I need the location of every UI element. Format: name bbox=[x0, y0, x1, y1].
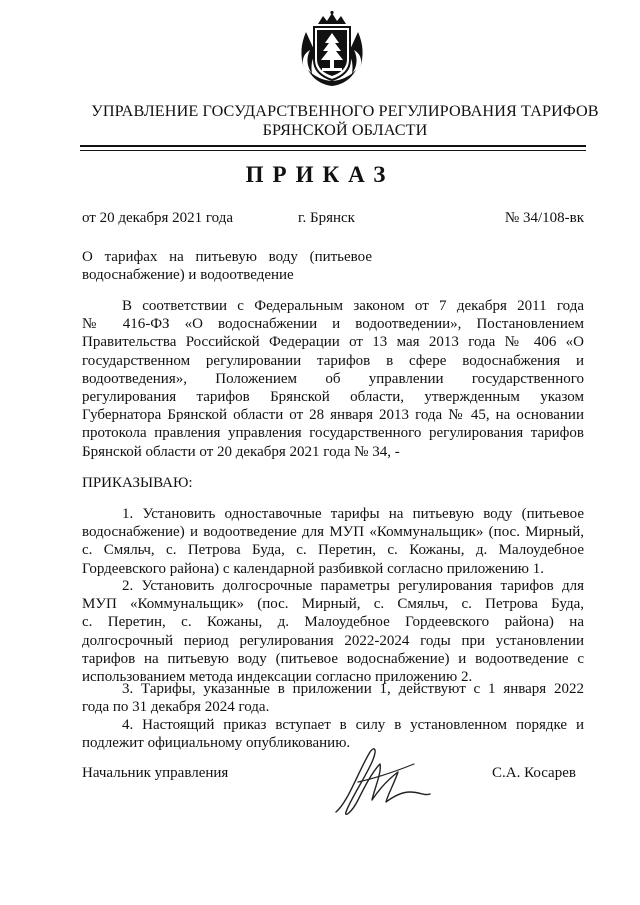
document-title: ПРИКАЗ bbox=[245, 162, 395, 187]
paragraph-line: 1. Установить одноставочные тарифы на питьевую воду (питьевое bbox=[122, 506, 584, 522]
paragraph-line: Гордеевского района) с календарной разбивкой согласно приложению 1. bbox=[82, 560, 544, 577]
paragraph-line: В соответствии с Федеральным законом от 7 декабря 2011 года bbox=[122, 298, 584, 314]
handwritten-signature bbox=[328, 742, 438, 822]
paragraph-line: Губернатора Брянской области от 28 января 2013 года № 45, на основании bbox=[82, 407, 584, 424]
paragraph-line: с. Перетин, с. Кожаны, д. Малоудебное Гордеевского района) на bbox=[82, 614, 584, 631]
agency-name-line2: БРЯНСКОЙ ОБЛАСТИ bbox=[262, 121, 428, 139]
paragraph-line: тарифов на питьевую воду (питьевое водоснабжение) и водоотведение с bbox=[82, 650, 584, 667]
paragraph-line: Правительства Российской Федерации от 13 мая 2013 года № 406 «О bbox=[82, 334, 584, 351]
subject-line: О тарифах на питьевую воду (питьевое bbox=[82, 249, 372, 265]
order-heading bbox=[82, 474, 584, 492]
paragraph-line: регулирования тарифов Брянской области, утвержденным указом bbox=[82, 389, 584, 406]
preamble-paragraph bbox=[82, 297, 584, 461]
coat-of-arms-icon bbox=[296, 10, 368, 88]
paragraph-line: года по 31 декабря 2024 года. bbox=[82, 699, 270, 716]
paragraph-line: № 416-ФЗ «О водоснабжении и водоотведении», Постановлением bbox=[82, 316, 584, 333]
order-item-2 bbox=[82, 577, 584, 686]
order-city: г. Брянск bbox=[298, 210, 355, 226]
subject-line: водоснабжение) и водоотведение bbox=[82, 267, 294, 283]
paragraph-line: водоотведения», Положением об управлении государственного bbox=[82, 370, 584, 387]
paragraph-line: протокола правления управления государственного регулирования тарифов bbox=[82, 425, 584, 442]
paragraph-line: использованием метода индексации согласно приложению 2. bbox=[82, 669, 473, 686]
paragraph-line: долгосрочный период регулирования 2022-2024 годы при установлении bbox=[82, 632, 584, 649]
signatory-position: Начальник управления bbox=[82, 765, 229, 781]
header-divider-thin bbox=[80, 150, 586, 151]
order-word: ПРИКАЗЫВАЮ: bbox=[82, 475, 193, 491]
paragraph-line: государственном регулировании тарифов в сфере водоснабжения и bbox=[82, 352, 584, 369]
order-date: от 20 декабря 2021 года bbox=[82, 210, 234, 226]
paragraph-line: 2. Установить долгосрочные параметры регулирования тарифов для bbox=[122, 578, 584, 594]
signatory-name: С.А. Косарев bbox=[492, 765, 576, 781]
paragraph-line: МУП «Коммунальщик» (пос. Мирный, с. Смяльч, с. Петрова Буда, bbox=[82, 596, 584, 613]
header-divider-thick bbox=[80, 145, 586, 147]
paragraph-line: с. Смяльч, с. Петрова Буда, с. Перетин, с. Кожаны, д. Малоудебное bbox=[82, 542, 584, 559]
order-subject bbox=[82, 248, 372, 284]
order-number: № 34/108-вк bbox=[504, 210, 584, 226]
paragraph-line: водоснабжение) и водоотведение для МУП «Коммунальщик» (пос. Мирный, bbox=[82, 524, 584, 541]
paragraph-line: 4. Настоящий приказ вступает в силу в установленном порядке и bbox=[122, 717, 584, 733]
agency-name-line1: УПРАВЛЕНИЕ ГОСУДАРСТВЕННОГО РЕГУЛИРОВАНИЯ ТАРИФОВ bbox=[91, 102, 599, 120]
paragraph-line: 3. Тарифы, указанные в приложении 1, действуют с 1 января 2022 bbox=[122, 681, 584, 697]
paragraph-line: Брянской области от 20 декабря 2021 года № 34, - bbox=[82, 443, 400, 460]
order-item-1 bbox=[82, 505, 584, 578]
order-item-3 bbox=[82, 680, 584, 716]
paragraph-line: подлежит официальному опубликованию. bbox=[82, 735, 351, 752]
